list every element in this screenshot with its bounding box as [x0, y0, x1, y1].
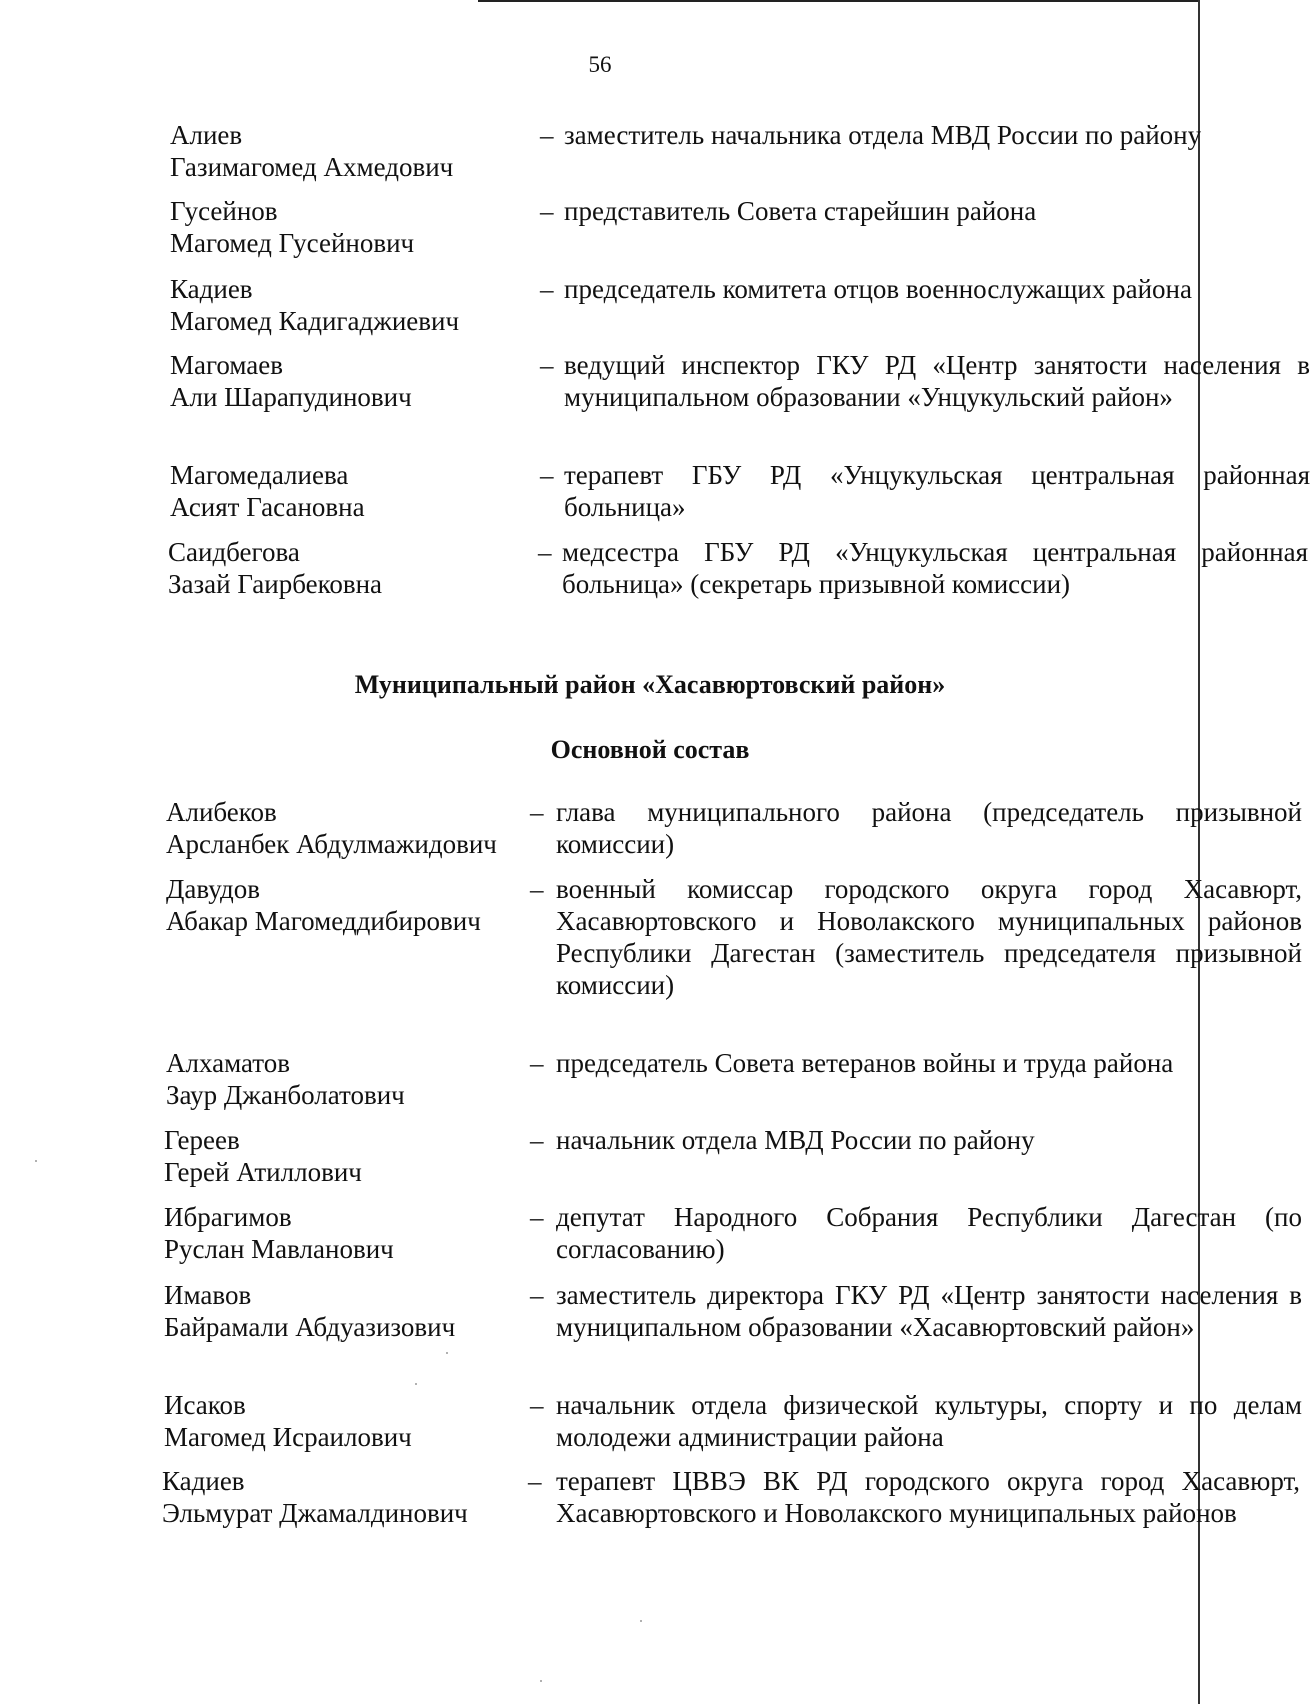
member-role: терапевт ГБУ РД «Унцукульская центральная районная больница»: [564, 460, 1310, 522]
member-role: военный комиссар городского округа город Хасавюрт, Хасавюртовского и Новолакского муниципальных районов Республики Дагестан (заместитель председателя призывной комиссии): [556, 874, 1302, 1000]
dash: –: [530, 1125, 544, 1155]
dash: –: [530, 1390, 544, 1420]
member-name: Магомедалиева Асият Гасановна: [170, 460, 365, 522]
member-name: Кадиев Эльмурат Джамалдинович: [162, 1466, 468, 1528]
member-name: Гусейнов Магомед Гусейнович: [170, 196, 415, 258]
scan-speck: [540, 1680, 542, 1682]
member-role: представитель Совета старейшин района: [564, 196, 1037, 226]
member-name: Саидбегова Зазай Гаирбековна: [168, 537, 383, 599]
member-role: председатель комитета отцов военнослужащих района: [564, 274, 1192, 304]
dash: –: [540, 350, 554, 380]
dash: –: [538, 537, 552, 567]
scan-frame-top: [478, 0, 1200, 2]
dash: –: [540, 274, 554, 304]
member-role: глава муниципального района (председатель призывной комиссии): [556, 797, 1302, 859]
dash: –: [530, 874, 544, 904]
subsection-title: Основной состав: [550, 735, 750, 764]
member-name: Магомаев Али Шарапудинович: [170, 350, 412, 412]
member-name: Давудов Абакар Магомеддибирович: [166, 874, 481, 936]
page-number: 56: [588, 52, 612, 77]
member-role: терапевт ЦВВЭ ВК РД городского округа город Хасавюрт, Хасавюртовского и Новолакского муниципальных районов: [556, 1466, 1300, 1528]
member-role: заместитель директора ГКУ РД «Центр занятости населения в муниципальном образовании «Хасавюртовский район»: [556, 1280, 1302, 1342]
dash: –: [540, 196, 554, 226]
member-role: начальник отдела физической культуры, спорту и по делам молодежи администрации района: [556, 1390, 1302, 1452]
member-role: депутат Народного Собрания Республики Дагестан (по согласованию): [556, 1202, 1302, 1264]
dash: –: [530, 1202, 544, 1232]
dash: –: [530, 797, 544, 827]
dash: –: [528, 1466, 542, 1496]
scan-speck: [446, 1352, 448, 1354]
scan-speck: [415, 1383, 417, 1385]
dash: –: [530, 1048, 544, 1078]
member-role: заместитель начальника отдела МВД России по району: [564, 120, 1202, 150]
dash: –: [540, 460, 554, 490]
member-name: Гереев Герей Атиллович: [164, 1125, 362, 1187]
member-name: Имавов Байрамали Абдуазизович: [164, 1280, 456, 1342]
member-role: председатель Совета ветеранов войны и труда района: [556, 1048, 1174, 1078]
member-name: Ибрагимов Руслан Мавланович: [164, 1202, 394, 1264]
dash: –: [540, 120, 554, 150]
section-title: Муниципальный район «Хасавюртовский район»: [354, 670, 946, 699]
member-role: медсестра ГБУ РД «Унцукульская центральная районная больница» (секретарь призывной комиссии): [562, 537, 1308, 599]
member-name: Алхаматов Заур Джанболатович: [166, 1048, 405, 1110]
member-name: Исаков Магомед Исраилович: [164, 1390, 412, 1452]
member-role: начальник отдела МВД России по району: [556, 1125, 1035, 1155]
member-role: ведущий инспектор ГКУ РД «Центр занятости населения в муниципальном образовании «Унцукульский район»: [564, 350, 1310, 412]
member-name: Алиев Газимагомед Ахмедович: [170, 120, 454, 182]
scan-speck: [640, 1620, 642, 1622]
scan-speck: [35, 1160, 37, 1162]
member-name: Алибеков Арсланбек Абдулмажидович: [166, 797, 497, 859]
dash: –: [530, 1280, 544, 1310]
member-name: Кадиев Магомед Кадигаджиевич: [170, 274, 460, 336]
